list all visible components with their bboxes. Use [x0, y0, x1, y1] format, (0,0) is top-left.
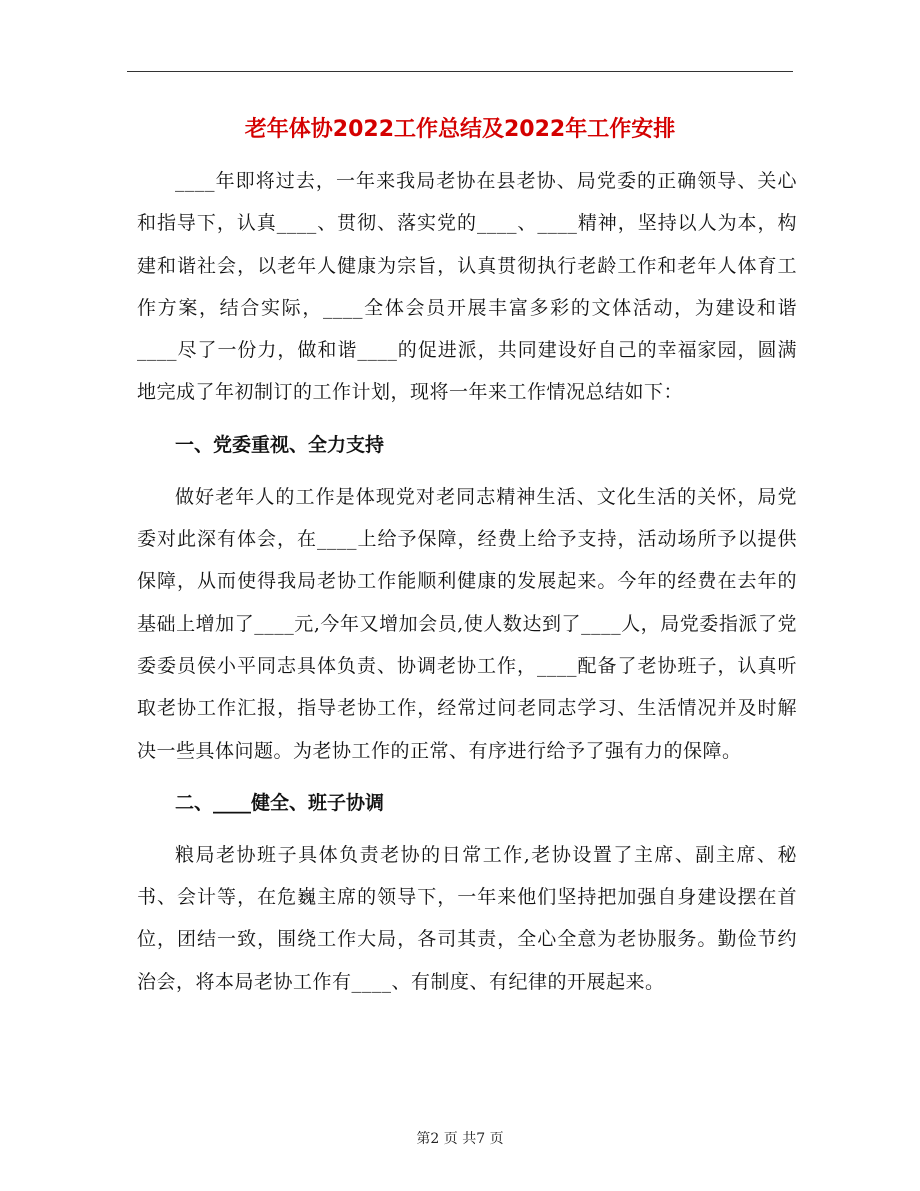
- page-number-footer: 第2 页 共7 页: [416, 1131, 504, 1147]
- paragraph-intro: ____年即将过去，一年来我局老协在县老协、局党委的正确领导、关心和指导下，认真____、贯彻、落实党的____、____精神，坚持以人为本，构建和谐社会，以老年人健康为宗旨，认真贯彻执行老龄工作和老年人体育工作方案，结合实际，____全体会员开展丰富多彩的文体活动，为建设和谐____尽了一份力，做和谐____的促进派，共同建设好自己的幸福家园，圆满地完成了年初制订的工作计划，现将一年来工作情况总结如下：: [137, 170, 797, 404]
- paragraph-section-2: 粮局老协班子具体负责老协的日常工作,老协设置了主席、副主席、秘书、会计等，在危巍主席的领导下，一年来他们坚持把加强自身建设摆在首位，团结一致，围绕工作大局，各司其责，全心全意为老协服务。勤俭节约治会，将本局老协工作有____、有制度、有纪律的开展起来。: [137, 843, 797, 993]
- section-heading-1: 一、党委重视、全力支持: [175, 433, 385, 456]
- document-body: [137, 160, 797, 1003]
- section-heading-2: 二、____健全、班子协调: [175, 791, 385, 814]
- header-rule: [127, 71, 793, 72]
- paragraph-section-1: 做好老年人的工作是体现党对老同志精神生活、文化生活的关怀，局党委对此深有体会，在____上给予保障，经费上给予支持，活动场所予以提供保障，从而使得我局老协工作能顺利健康的发展起来。今年的经费在去年的基础上增加了____元,今年又增加会员,使人数达到了____人，局党委指派了党委委员侯小平同志具体负责、协调老协工作，____配备了老协班子，认真听取老协工作汇报，指导老协工作，经常过问老同志学习、生活情况并及时解决一些具体问题。为老协工作的正常、有序进行给予了强有力的保障。: [137, 485, 797, 762]
- document-title: 老年体协2022工作总结及2022年工作安排: [244, 117, 676, 142]
